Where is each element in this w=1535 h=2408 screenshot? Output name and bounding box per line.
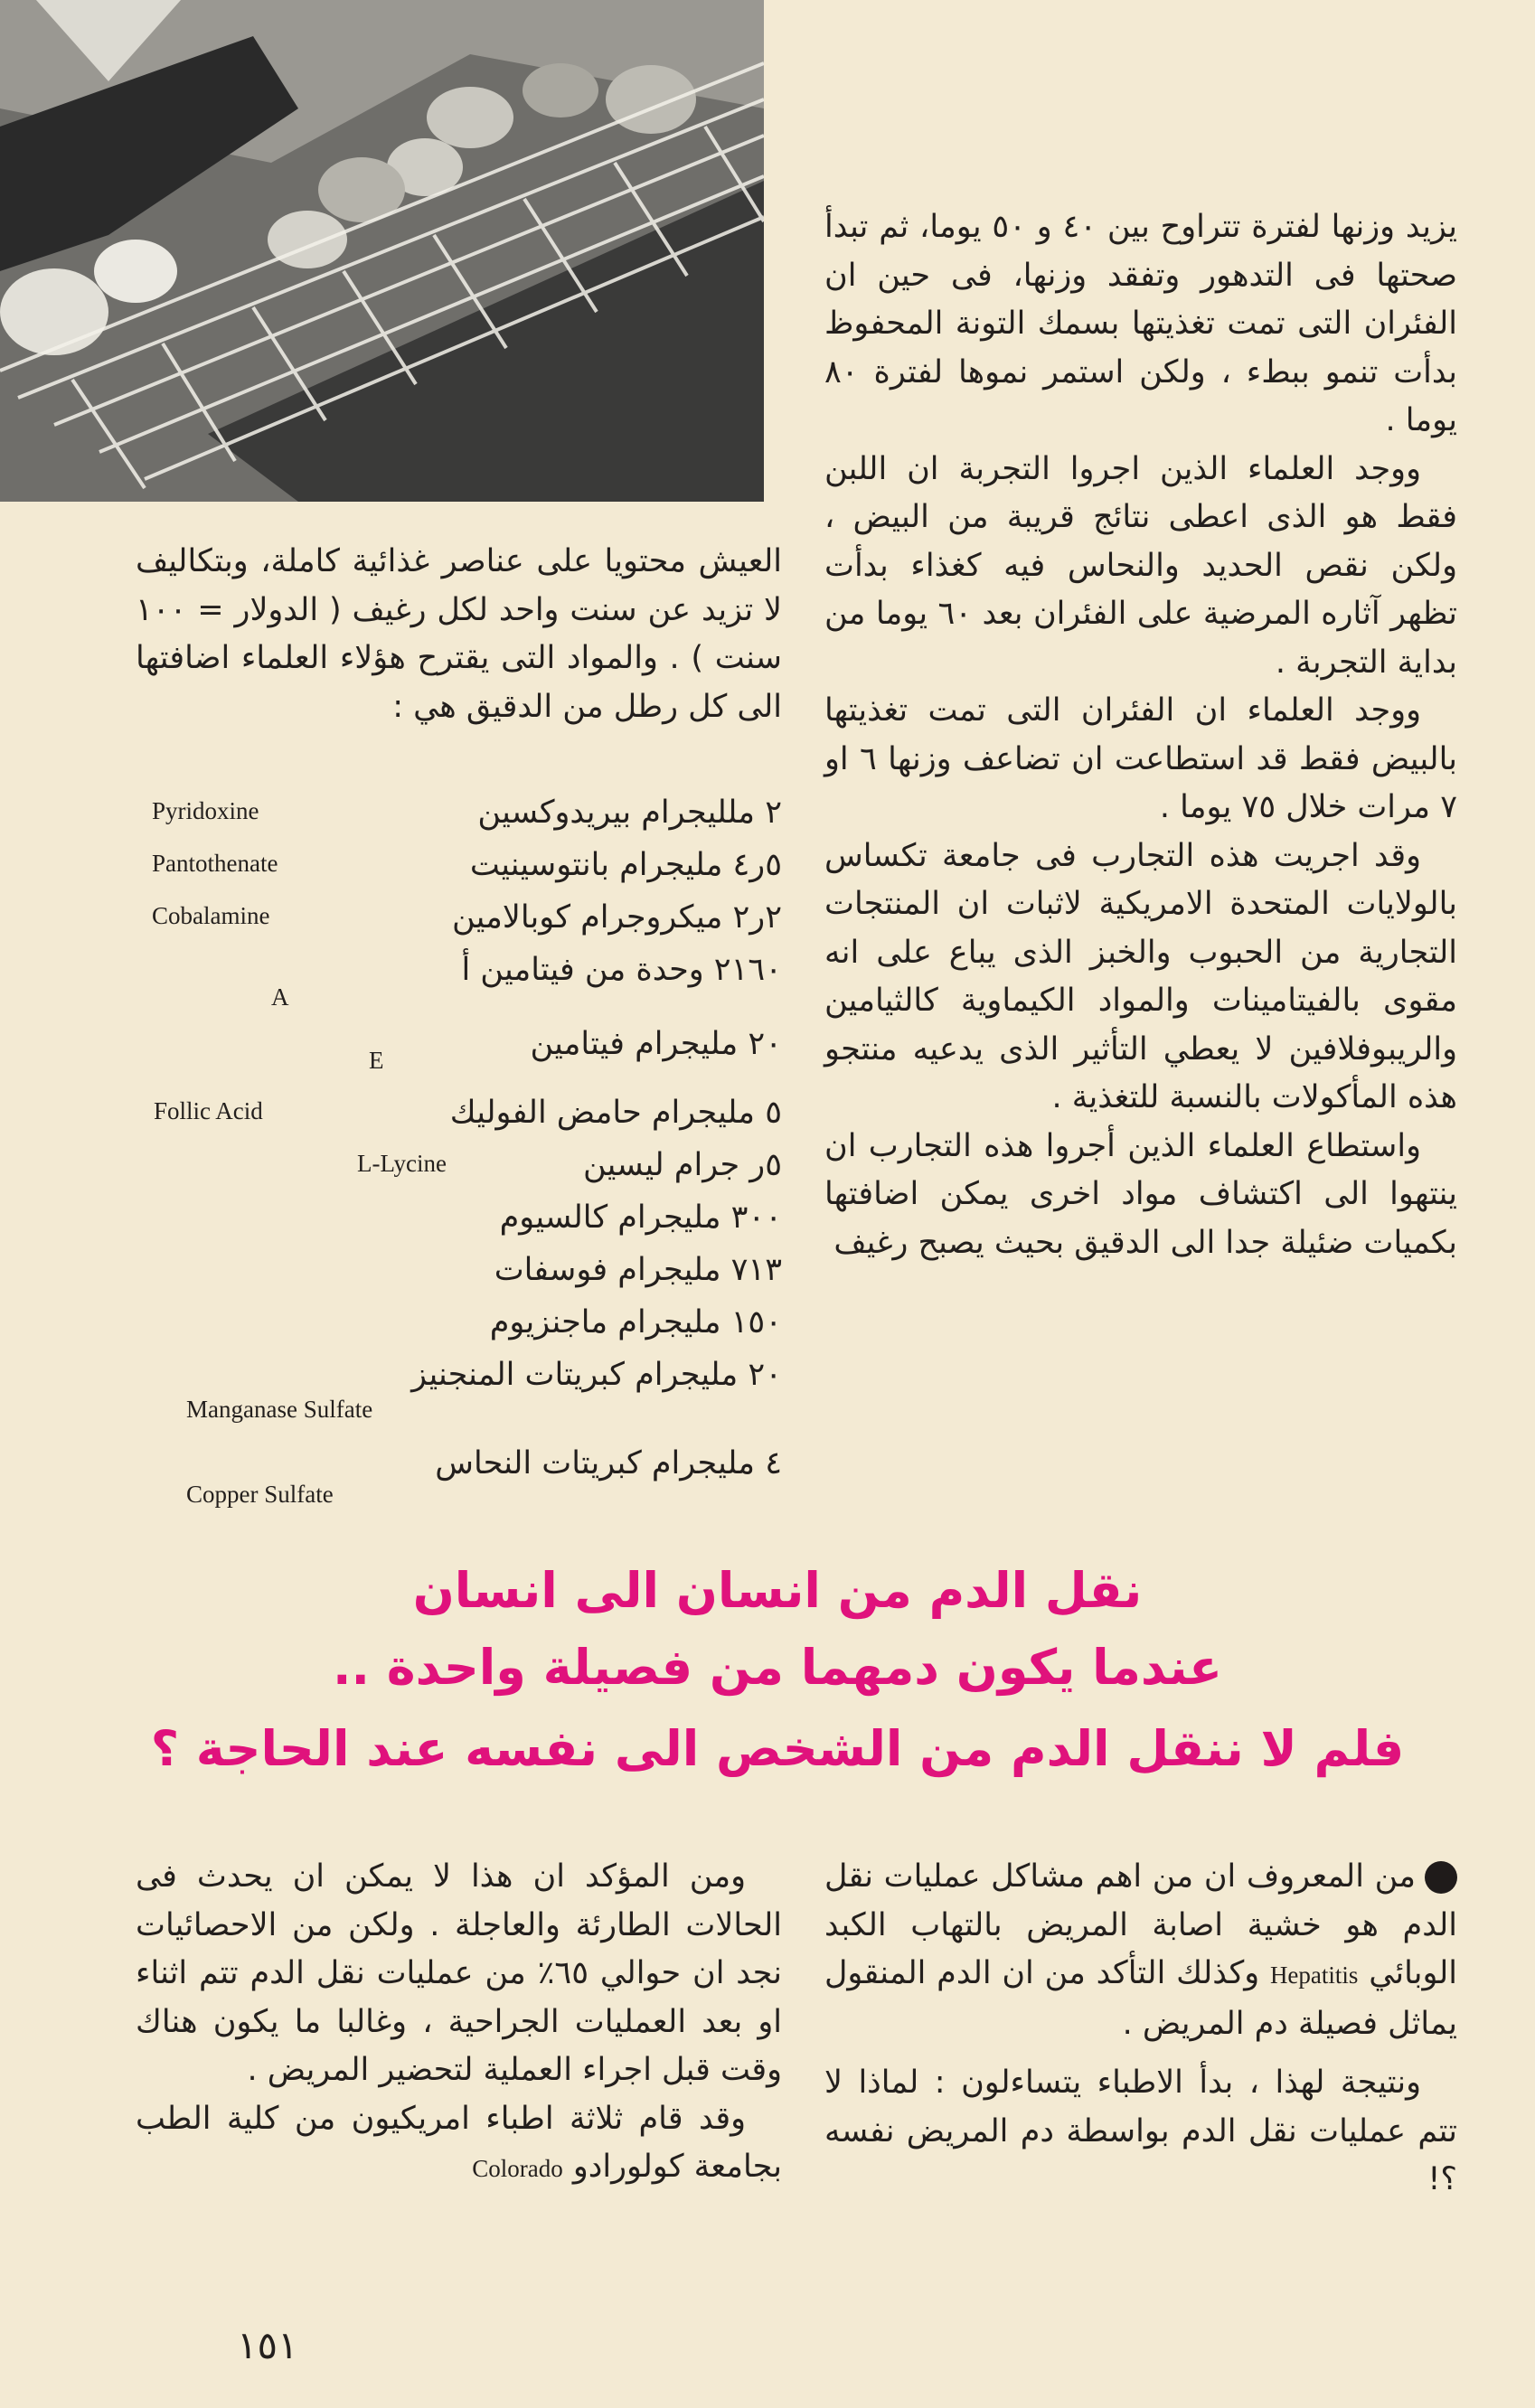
- paragraph: يزيد وزنها لفترة تتراوح بين ٤٠ و ٥٠ يوما، ثم تبدأ صحتها فى التدهور وتفقد وزنها، فى حين ان الفئران التى تمت تغذيتها بسمك التونة المحفوظ بدأت تنمو ببطء ، ولكن استمر نموها لفترة ٨٠ يوما .: [824, 209, 1457, 438]
- paragraph: وقد اجريت هذه التجارب فى جامعة تكساس بالولايات المتحدة الامريكية لاثبات ان المنتجات التجارية من الحبوب والخبز الذى يباع على انه مقوى بالفيتامينات والمواد الكيماوية كالثيامين والريبوفلافين لا يعطي التأثير الذى يدعيه منتجو هذه المأكولات بالنسبة للتغذية .: [824, 837, 1457, 1115]
- list-item: ٣٠٠ مليجرام كالسيوم: [499, 1199, 782, 1236]
- paragraph: من المعروف ان من اهم مشاكل عمليات نقل الدم هو خشية اصابة المريض بالتهاب الكبد الوبائي Hepatitis وكذلك التأكد من ان الدم المنقول يماثل فصيلة دم المريض .: [824, 1858, 1457, 2042]
- article-right-column: [824, 203, 1457, 1267]
- nutrient-list: [136, 786, 782, 1508]
- headline-line-1: نقل الدم من انسان الى انسان: [412, 1562, 1143, 1619]
- list-item: ٢ر٢ ميكروجرام كوبالامين Cobalamine: [152, 899, 782, 936]
- list-item: ٥ر جرام ليسين L-Lycine: [357, 1147, 782, 1183]
- paragraph: العيش محتويا على عناصر غذائية كاملة، وبتكاليف لا تزيد عن سنت واحد لكل رغيف ( الدولار = ١٠٠ سنت ) . والمواد التى يقترح هؤلاء العلماء اضافتها الى كل رطل من الدقيق هي :: [136, 543, 782, 725]
- paragraph: ونتيجة لهذا ، بدأ الاطباء يتساءلون : لماذا لا تتم عمليات نقل الدم بواسطة دم المريض نفسه ؟!: [824, 2065, 1457, 2197]
- headline-line-3: فلم لا ننقل الدم من الشخص الى نفسه عند الحاجة ؟: [150, 1720, 1405, 1777]
- list-item: ٢٠ مليجرام فيتامين E: [369, 1026, 782, 1074]
- list-item: ٥ر٤ مليجرام بانتوسينيت Pantothenate: [152, 847, 782, 883]
- bottom-left-column: [136, 1853, 782, 2194]
- list-item: ٢٠ مليجرام كبريتات المنجنيز Manganase Sulfate: [186, 1357, 782, 1423]
- article-left-column: [136, 538, 782, 731]
- list-item: ١٥٠ مليجرام ماجنزيوم: [489, 1304, 782, 1340]
- list-item: ٢١٦٠ وحدة من فيتامين أ A: [271, 952, 782, 1011]
- bottom-right-column: [824, 1853, 1457, 2205]
- eggs-photo: [0, 0, 764, 502]
- paragraph: واستطاع العلماء الذين أجروا هذه التجارب ان ينتهوا الى اكتشاف مواد اخرى يمكن اضافتها بكميات ضئيلة جدا الى الدقيق بحيث يصبح رغيف: [824, 1127, 1457, 1261]
- paragraph: ومن المؤكد ان هذا لا يمكن ان يحدث فى الحالات الطارئة والعاجلة . ولكن من الاحصائيات نجد ان حوالي ٦٥٪ من عمليات نقل الدم تتم اثناء او بعد العمليات الجراحية ، وغالبا ما يكون هناك وقت قبل اجراء العملية لتحضير المريض .: [136, 1858, 783, 2088]
- list-item: ٤ مليجرام كبريتات النحاس Copper Sulfate: [186, 1445, 782, 1508]
- list-item: ٥ مليجرام حامض الفوليك Follic Acid: [154, 1095, 782, 1131]
- list-item: ٢ ملليجرام بيريدوكسين Pyridoxine: [152, 795, 782, 831]
- headline-line-2: عندما يكون دمهما من فصيلة واحدة ..: [332, 1639, 1223, 1696]
- latin-term: Colorado: [472, 2155, 563, 2182]
- paragraph: ووجد العلماء ان الفئران التى تمت تغذيتها بالبيض فقط قد استطاعت ان تضاعف وزنها ٦ او ٧ مرات خلال ٧٥ يوما .: [824, 692, 1457, 825]
- page-number: ١٥١: [237, 2323, 298, 2367]
- paragraph: ووجد العلماء الذين اجروا التجربة ان اللبن فقط هو الذى اعطى نتائج قريبة من البيض ، ولكن نقص الحديد والنحاس فيه كغذاء بدأت تظهر آثاره المرضية على الفئران بعد ٦٠ يوما من بداية التجربة .: [824, 450, 1457, 681]
- list-item: ٧١٣ مليجرام فوسفات: [494, 1252, 782, 1288]
- latin-term: Hepatitis: [1269, 1961, 1359, 1989]
- paragraph: وقد قام ثلاثة اطباء امريكيون من كلية الطب بجامعة كولورادو Colorado: [136, 2100, 782, 2185]
- bullet-icon: [1425, 1861, 1457, 1894]
